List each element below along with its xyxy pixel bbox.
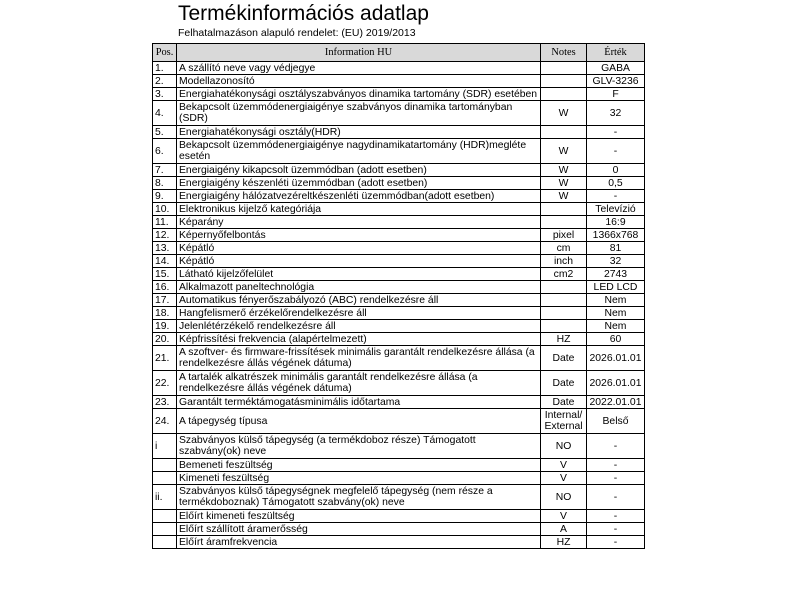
row-notes: V [541, 472, 587, 485]
table-row [153, 510, 645, 523]
table-row [153, 346, 645, 371]
regulation-subtitle: Felhatalmazáson alapuló rendelet: (EU) 2019/2013 [178, 27, 416, 39]
table-row [153, 75, 645, 88]
table-row [153, 255, 645, 268]
row-notes: Date [541, 346, 587, 371]
row-information: Energiahatékonysági osztályszabványos dinamika tartomány (SDR) esetében [177, 88, 541, 101]
row-position: 5. [153, 126, 177, 139]
row-notes [541, 294, 587, 307]
table-row [153, 409, 645, 434]
row-position: 4. [153, 101, 177, 126]
row-information: Bekapcsolt üzemmódenergiaigénye szabványos dinamika tartományban (SDR) [177, 101, 541, 126]
row-notes: cm [541, 242, 587, 255]
row-value: F [587, 88, 645, 101]
row-position: 6. [153, 139, 177, 164]
row-information: Hangfelismerő érzékelőrendelkezésre áll [177, 307, 541, 320]
row-position: 2. [153, 75, 177, 88]
table-row [153, 242, 645, 255]
row-position: 24. [153, 409, 177, 434]
row-information: Energiaigény készenléti üzemmódban (adott esetben) [177, 177, 541, 190]
row-information: Energiaigény hálózatvezéreltkészenléti üzemmódban(adott esetben) [177, 190, 541, 203]
row-notes: NO [541, 485, 587, 510]
table-row [153, 294, 645, 307]
row-value: - [587, 190, 645, 203]
row-notes: W [541, 190, 587, 203]
row-information: A tartalék alkatrészek minimális garantált rendelkezésre állása (a rendelkezésre állás végének dátuma) [177, 371, 541, 396]
row-notes: A [541, 523, 587, 536]
row-notes: V [541, 510, 587, 523]
row-information: Előírt szállított áramerősség [177, 523, 541, 536]
row-value: 16:9 [587, 216, 645, 229]
row-value: - [587, 139, 645, 164]
row-information: Kimeneti feszültség [177, 472, 541, 485]
row-notes: HZ [541, 333, 587, 346]
row-information: Bemeneti feszültség [177, 459, 541, 472]
row-notes: W [541, 164, 587, 177]
row-notes: V [541, 459, 587, 472]
row-notes [541, 281, 587, 294]
row-information: Alkalmazott paneltechnológia [177, 281, 541, 294]
row-notes: Date [541, 371, 587, 396]
row-position: i [153, 434, 177, 459]
row-position: 11. [153, 216, 177, 229]
row-information: Elektronikus kijelző kategóriája [177, 203, 541, 216]
row-information: Szabványos külső tápegységnek megfelelő tápegység (nem része a termékdoboznak) Támogatott szabvány(ok) neve [177, 485, 541, 510]
row-position: 12. [153, 229, 177, 242]
row-notes: W [541, 101, 587, 126]
row-value: Belső [587, 409, 645, 434]
row-value: LED LCD [587, 281, 645, 294]
row-value: - [587, 434, 645, 459]
table-row [153, 126, 645, 139]
row-position: 1. [153, 62, 177, 75]
row-information: Képarány [177, 216, 541, 229]
row-notes: W [541, 177, 587, 190]
row-value: - [587, 485, 645, 510]
table-row [153, 333, 645, 346]
product-info-table [152, 43, 645, 549]
column-header-value: Érték [587, 44, 645, 62]
row-information: Modellazonosító [177, 75, 541, 88]
table-row [153, 485, 645, 510]
table-row [153, 229, 645, 242]
row-position [153, 459, 177, 472]
row-information: Látható kijelzőfelület [177, 268, 541, 281]
row-position: 8. [153, 177, 177, 190]
column-header-pos: Pos. [153, 44, 177, 62]
row-information: Energiaigény kikapcsolt üzemmódban (adott esetben) [177, 164, 541, 177]
row-position: 17. [153, 294, 177, 307]
row-information: A tápegység típusa [177, 409, 541, 434]
column-header-notes: Notes [541, 44, 587, 62]
row-notes: HZ [541, 536, 587, 549]
row-position: 23. [153, 396, 177, 409]
row-notes: W [541, 139, 587, 164]
row-information: Energiahatékonysági osztály(HDR) [177, 126, 541, 139]
row-value: - [587, 510, 645, 523]
table-row [153, 268, 645, 281]
row-notes: Date [541, 396, 587, 409]
row-position [153, 536, 177, 549]
row-value: 1366x768 [587, 229, 645, 242]
row-value: - [587, 459, 645, 472]
row-value: 81 [587, 242, 645, 255]
row-information: Garantált terméktámogatásminimális időtartama [177, 396, 541, 409]
page-title: Termékinformációs adatlap [178, 2, 429, 25]
row-notes: Internal/ External [541, 409, 587, 434]
row-position: 3. [153, 88, 177, 101]
row-information: A szállító neve vagy védjegye [177, 62, 541, 75]
table-row [153, 88, 645, 101]
row-notes [541, 62, 587, 75]
row-position: 19. [153, 320, 177, 333]
table-row [153, 320, 645, 333]
row-value: 0,5 [587, 177, 645, 190]
row-position: 10. [153, 203, 177, 216]
row-value: Televízió [587, 203, 645, 216]
row-information: Automatikus fényerőszabályozó (ABC) rendelkezésre áll [177, 294, 541, 307]
row-value: 2026.01.01 [587, 371, 645, 396]
row-position: 7. [153, 164, 177, 177]
row-information: Képátló [177, 255, 541, 268]
table-row [153, 536, 645, 549]
row-value: Nem [587, 307, 645, 320]
row-notes: pixel [541, 229, 587, 242]
table-row [153, 62, 645, 75]
row-value: 32 [587, 101, 645, 126]
row-notes [541, 203, 587, 216]
table-row [153, 371, 645, 396]
row-value: 60 [587, 333, 645, 346]
row-value: 0 [587, 164, 645, 177]
table-row [153, 396, 645, 409]
table-row [153, 139, 645, 164]
table-row [153, 203, 645, 216]
row-value: - [587, 523, 645, 536]
row-value: GABA [587, 62, 645, 75]
table-row [153, 523, 645, 536]
row-position: 16. [153, 281, 177, 294]
row-notes [541, 320, 587, 333]
table-row [153, 281, 645, 294]
row-information: Képfrissítési frekvencia (alapértelmezett) [177, 333, 541, 346]
table-row [153, 472, 645, 485]
row-value: - [587, 126, 645, 139]
row-value: 2743 [587, 268, 645, 281]
table-row [153, 164, 645, 177]
row-value: - [587, 472, 645, 485]
row-value: GLV-3236 [587, 75, 645, 88]
row-notes: NO [541, 434, 587, 459]
table-row [153, 101, 645, 126]
row-position [153, 523, 177, 536]
row-notes: inch [541, 255, 587, 268]
row-information: A szoftver- és firmware-frissítések minimális garantált rendelkezésre állása (a rendelkezésre állás végének dátuma) [177, 346, 541, 371]
table-row [153, 307, 645, 320]
row-position: 13. [153, 242, 177, 255]
row-value: 2026.01.01 [587, 346, 645, 371]
row-position: 22. [153, 371, 177, 396]
row-notes [541, 126, 587, 139]
row-position: 15. [153, 268, 177, 281]
row-notes [541, 88, 587, 101]
row-value: Nem [587, 294, 645, 307]
table-header-row [153, 44, 645, 62]
row-position: 9. [153, 190, 177, 203]
row-information: Bekapcsolt üzemmódenergiaigénye nagydinamikatartomány (HDR)megléte esetén [177, 139, 541, 164]
row-information: Képátló [177, 242, 541, 255]
row-value: Nem [587, 320, 645, 333]
row-value: 2022.01.01 [587, 396, 645, 409]
row-information: Szabványos külső tápegység (a termékdoboz része) Támogatott szabvány(ok) neve [177, 434, 541, 459]
table-row [153, 216, 645, 229]
row-position [153, 472, 177, 485]
table-row [153, 459, 645, 472]
row-position: ii. [153, 485, 177, 510]
row-position: 18. [153, 307, 177, 320]
row-value: 32 [587, 255, 645, 268]
row-position: 20. [153, 333, 177, 346]
row-value: - [587, 536, 645, 549]
table-row [153, 177, 645, 190]
table-row [153, 434, 645, 459]
row-position: 21. [153, 346, 177, 371]
row-position [153, 510, 177, 523]
row-information: Képernyőfelbontás [177, 229, 541, 242]
column-header-information: Information HU [177, 44, 541, 62]
row-information: Jelenlétérzékelő rendelkezésre áll [177, 320, 541, 333]
row-notes [541, 216, 587, 229]
table-body [153, 62, 645, 549]
row-notes: cm2 [541, 268, 587, 281]
row-information: Előírt áramfrekvencia [177, 536, 541, 549]
row-information: Előírt kimeneti feszültség [177, 510, 541, 523]
row-notes [541, 307, 587, 320]
row-notes [541, 75, 587, 88]
row-position: 14. [153, 255, 177, 268]
table-row [153, 190, 645, 203]
